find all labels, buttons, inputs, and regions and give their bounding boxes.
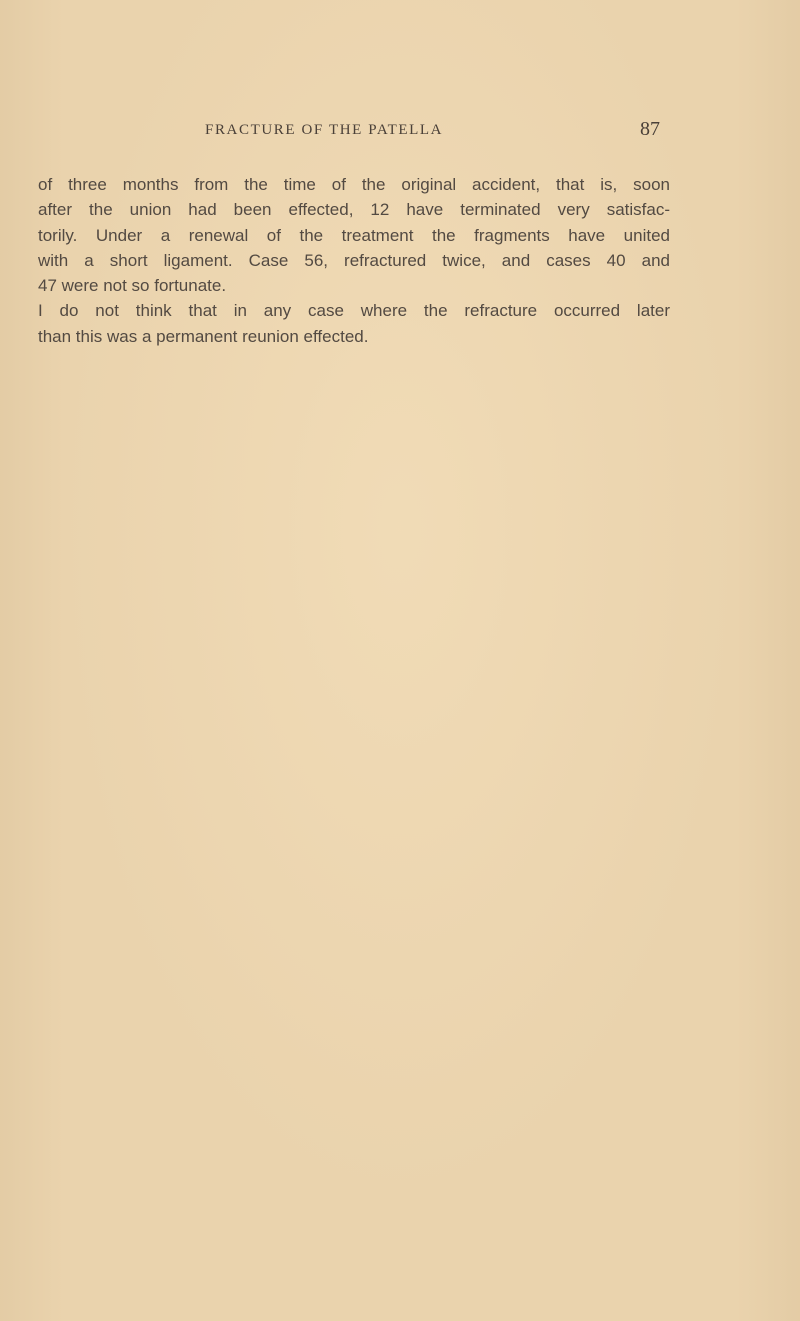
text-line: of three months from the time of the original accident, that is, soon: [38, 175, 670, 194]
body-text: [38, 172, 670, 349]
text-line: with a short ligament. Case 56, refractured twice, and cases 40 and: [38, 250, 670, 270]
page-number: 87: [640, 118, 660, 140]
text-line: after the union had been effected, 12 have terminated very satisfac-: [38, 200, 670, 220]
running-head: [0, 118, 800, 142]
text-line: 47 were not so fortunate.: [38, 276, 227, 296]
text-line: I do not think that in any case where the refracture occurred later: [38, 301, 670, 321]
text-line: than this was a permanent reunion effected.: [38, 326, 369, 346]
text-line: torily. Under a renewal of the treatment the fragments have united: [38, 225, 670, 245]
running-title: FRACTURE OF THE PATELLA: [205, 122, 444, 138]
